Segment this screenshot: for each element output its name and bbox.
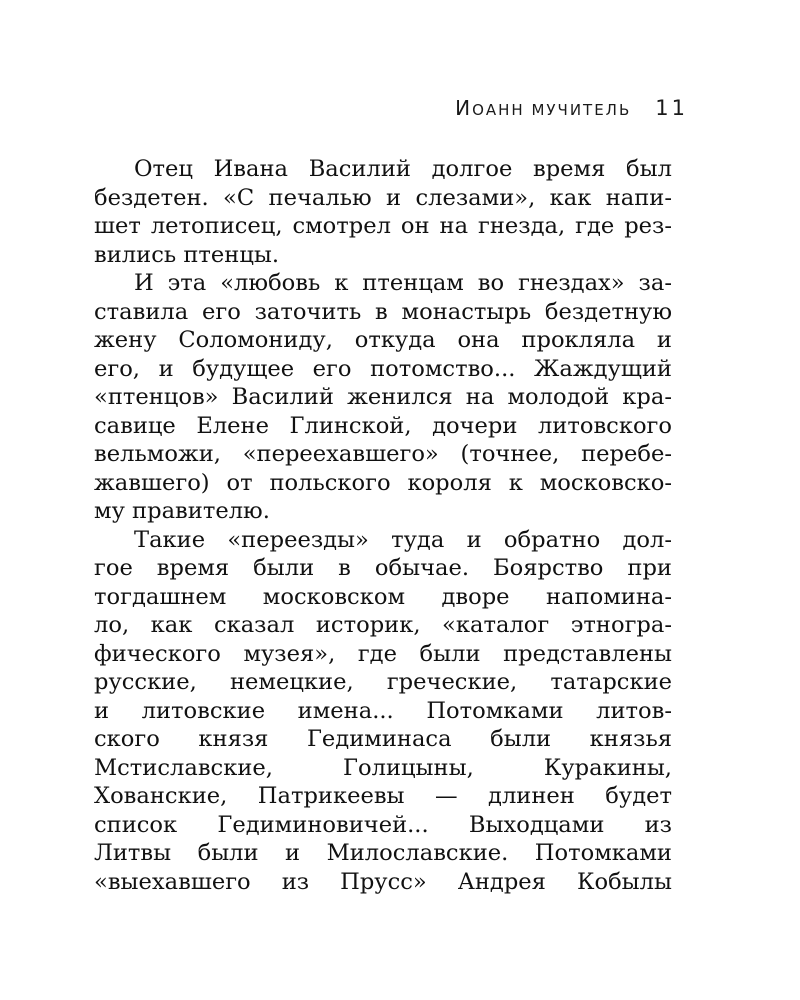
text-line: «птенцов» Василий женился на молодой кра- xyxy=(94,384,672,410)
running-title-initial: И xyxy=(455,96,473,120)
page-number: 11 xyxy=(655,96,688,120)
text-line: Литвы были и Милославские. Потомками xyxy=(94,840,672,866)
text-line: и литовские имена... Потомками литов- xyxy=(94,697,672,724)
text-line: жену Соломониду, откуда она прокляла и xyxy=(94,327,672,353)
text-line: Хованские, Патрикеевы — длинен будет xyxy=(94,783,672,809)
text-line: вились птенцы. xyxy=(94,241,280,268)
text-line: жавшего) от польского короля к московско- xyxy=(94,469,672,496)
text-line: ло, как сказал историк, «каталог этногра- xyxy=(94,612,672,638)
running-head xyxy=(455,96,688,120)
text-line: бездетен. «С печалью и слезами», как напи- xyxy=(94,184,672,211)
text-line: Мстиславские, Голицыны, Куракины, xyxy=(94,754,672,781)
body-text xyxy=(94,155,672,896)
text-line: фического музея», где были представлены xyxy=(94,640,672,667)
text-line: вельможи, «переехавшего» (точнее, перебе- xyxy=(94,441,672,467)
text-line: Такие «переезды» туда и обратно дол- xyxy=(134,526,672,553)
text-line: гое время были в обычае. Боярство при xyxy=(94,555,672,581)
text-line: список Гедиминовичей... Выходцами из xyxy=(94,811,672,838)
text-line: савице Елене Глинской, дочери литовского xyxy=(94,412,672,439)
text-line: «выехавшего из Прусс» Андрея Кобылы xyxy=(94,868,672,895)
text-line: его, и будущее его потомство... Жаждущий xyxy=(94,355,672,382)
running-title xyxy=(455,96,632,120)
text-line: ставила его заточить в монастырь бездетную xyxy=(94,298,672,325)
text-line: ского князя Гедиминаса были князья xyxy=(94,726,672,752)
text-line: шет летописец, смотрел он на гнезда, где рез- xyxy=(94,213,672,239)
text-line: тогдашнем московском дворе напомина- xyxy=(94,583,672,610)
text-line: русские, немецкие, греческие, татарские xyxy=(94,669,672,695)
text-line: Отец Ивана Василий долгое время был xyxy=(134,156,672,182)
text-line: му правителю. xyxy=(94,498,270,524)
text-line: И эта «любовь к птенцам во гнездах» за- xyxy=(134,270,672,296)
running-title-rest: ОАНН МУЧИТЕЛЬ xyxy=(472,101,632,119)
